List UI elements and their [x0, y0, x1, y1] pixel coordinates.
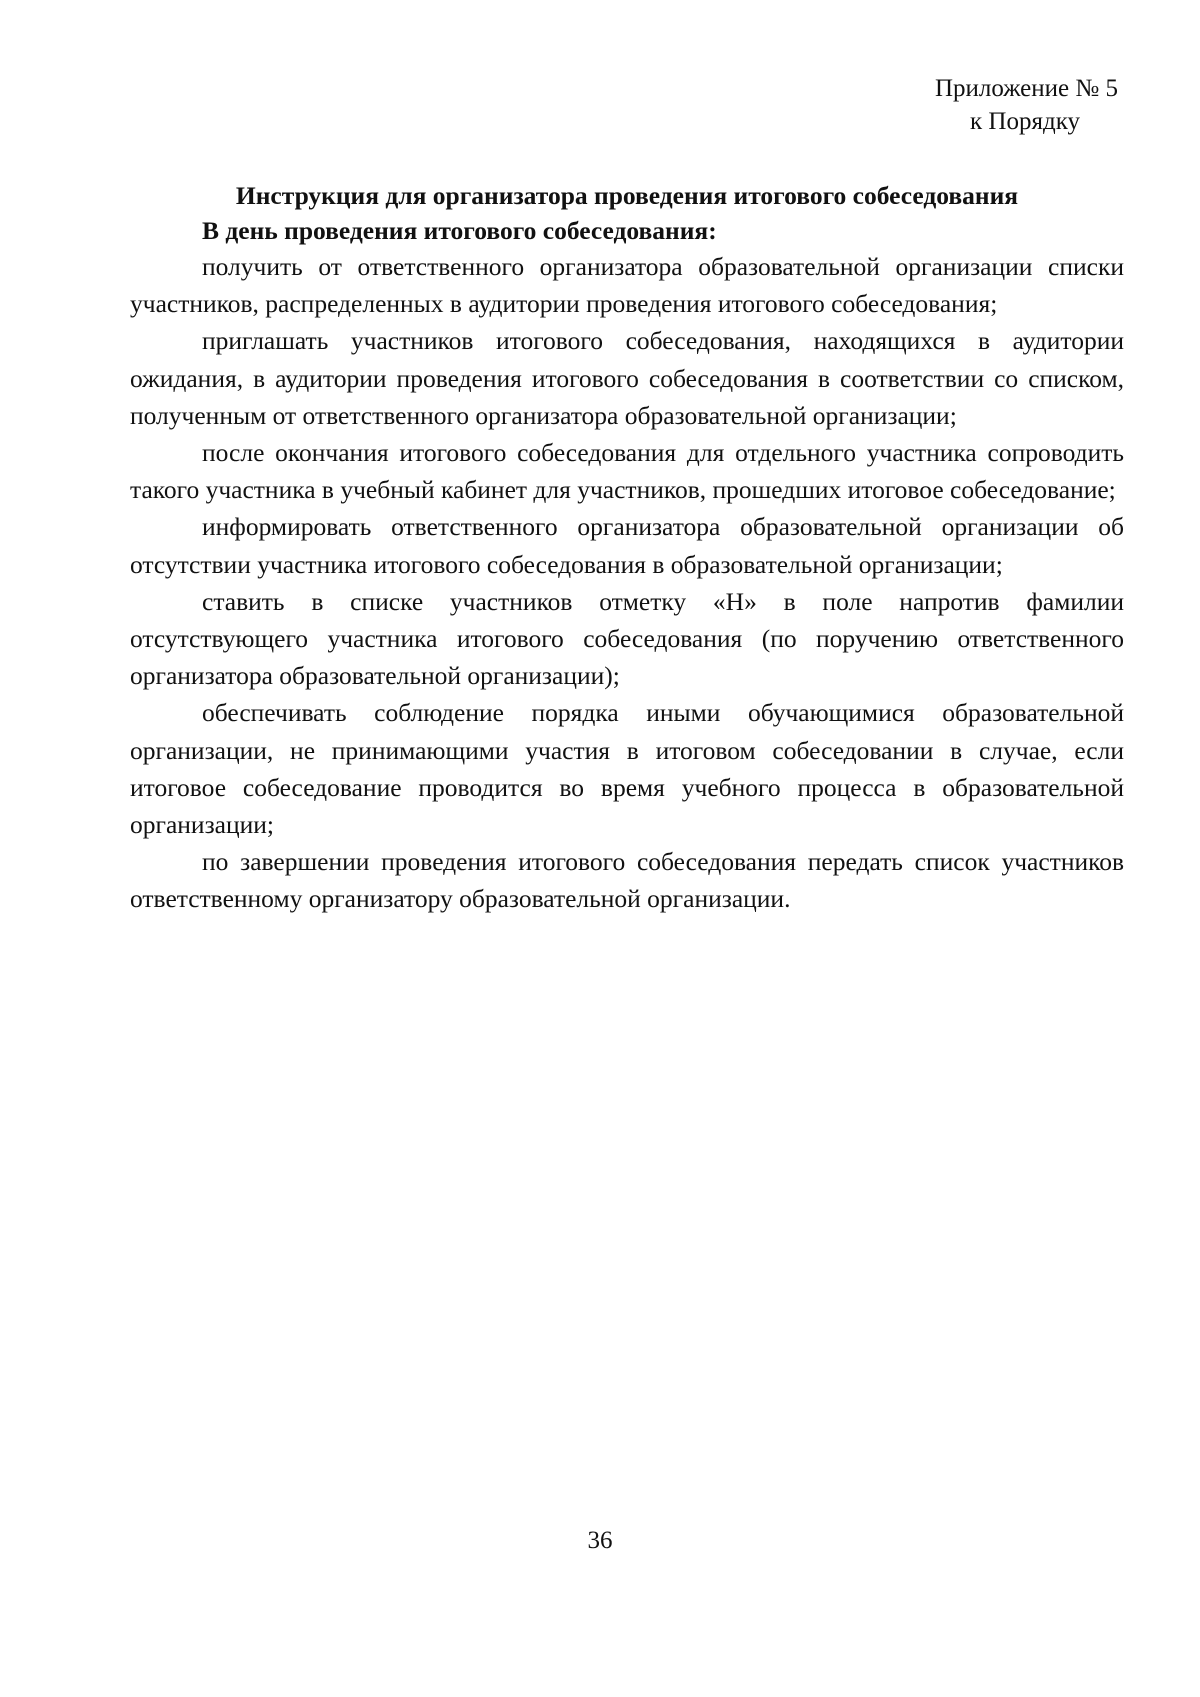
instruction-paragraph: информировать ответственного организатора образовательной организации об отсутствии участника итогового собеседования в образовательной организации;	[130, 512, 1124, 579]
instruction-paragraph: по завершении проведения итогового собеседования передать список участников ответственному организатору образовательной организации.	[130, 847, 1124, 914]
instruction-paragraph: получить от ответственного организатора образовательной организации списки участников, распределенных в аудитории проведения итогового собеседования;	[130, 252, 1124, 319]
appendix-number: Приложение № 5	[934, 75, 1118, 102]
document-title: Инструкция для организатора проведения итогового собеседования	[235, 181, 1019, 210]
instruction-list	[130, 248, 1124, 918]
instruction-paragraph: ставить в списке участников отметку «Н» в поле напротив фамилии отсутствующего участника итогового собеседования (по поручению ответственного организатора образовательной организации);	[130, 586, 1124, 691]
instruction-paragraph: приглашать участников итогового собеседования, находящихся в аудитории ожидания, в аудитории проведения итогового собеседования в соответствии со списком, полученным от ответственного организатора образовательной организации;	[130, 326, 1124, 430]
instruction-paragraph: после окончания итогового собеседования для отдельного участника сопроводить такого участника в учебный кабинет для участников, прошедших итоговое собеседование;	[130, 438, 1124, 505]
section-heading: В день проведения итогового собеседования:	[202, 216, 717, 245]
instruction-paragraph: обеспечивать соблюдение порядка иными обучающимися образовательной организации, не принимающими участия в итоговом собеседовании в случае, если итоговое собеседование проводится во время учебного процесса в образовательной организации;	[130, 698, 1124, 840]
appendix-target: к Порядку	[970, 108, 1080, 135]
appendix-reference	[935, 72, 1118, 138]
page-number: 36	[587, 1527, 613, 1554]
